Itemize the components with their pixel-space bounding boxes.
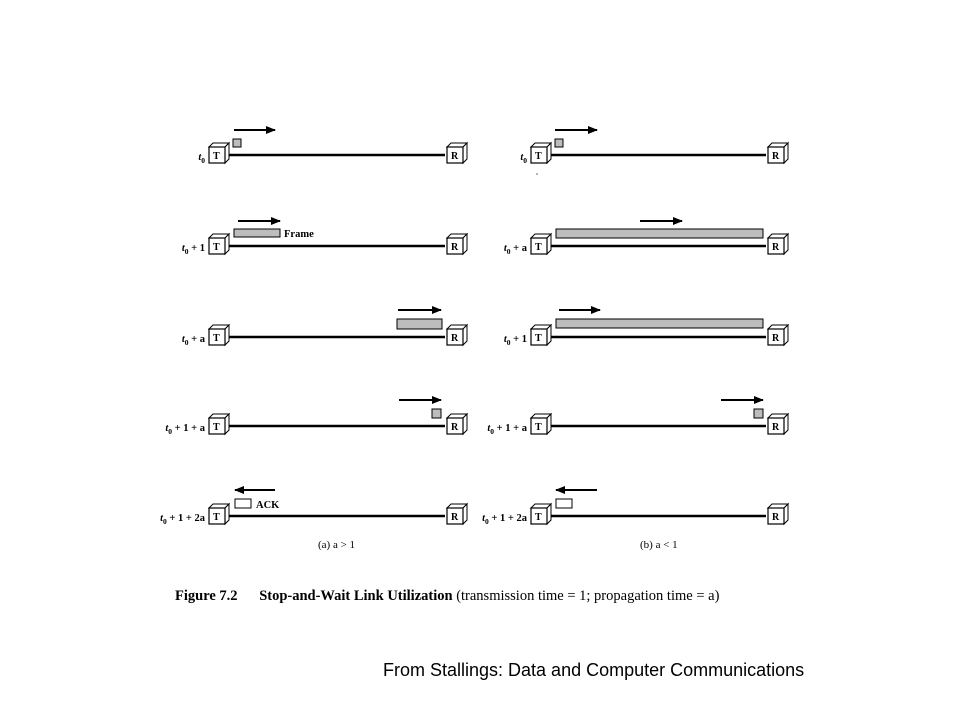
figure-detail: (transmission time = 1; propagation time = a) [456, 588, 720, 604]
right-row1-frame [555, 139, 563, 147]
panel-left-row-4-transmitter-box-side [225, 414, 229, 434]
panel-left-row-1-receiver-box-side [463, 143, 467, 163]
panel-left-row-5-transmitter-box-side [225, 504, 229, 524]
ack-label: ACK [256, 500, 280, 511]
panel-left-row-1-transmitter-box-side [225, 143, 229, 163]
left-row5-ack [235, 499, 251, 508]
subcaption-a: (a) a > 1 [318, 539, 356, 551]
panel-left-row-2-transmitter-box-letter: T [213, 242, 220, 253]
panel-left-row-1-transmitter-box-letter: T [213, 151, 220, 162]
panel-right-row-5-receiver-box-letter: R [772, 512, 780, 523]
panel-right-row-3-transmitter-box-letter: T [535, 333, 542, 344]
panel-right-row-1-time-label: $t_0$ [520, 152, 527, 165]
panel-left-row-4-time-label: $t_0 + 1 + a$ [165, 423, 205, 436]
panel-left-row-3-transmitter-box-letter: T [213, 333, 220, 344]
panel-left-row-3-receiver-box-letter: R [451, 333, 459, 344]
left-row2-frame [234, 229, 280, 237]
panel-left-row-5-transmitter-box-letter: T [213, 512, 220, 523]
panel-left-row-3-time-label: $t_0 + a$ [181, 334, 205, 347]
panel-right-row-2-receiver-box-letter: R [772, 242, 780, 253]
panel-left-row-4-receiver-box-letter: R [451, 422, 459, 433]
panel-left-row-4-transmitter-box-letter: T [213, 422, 220, 433]
panel-right-row-3-time-label: $t_0 + 1$ [503, 334, 527, 347]
panel-right-row-3-receiver-box-letter: R [772, 333, 780, 344]
figure-title: Stop-and-Wait Link Utilization [259, 588, 453, 604]
right-row4-frame [754, 409, 763, 418]
frame-label: Frame [284, 229, 314, 240]
panel-left-row-1-receiver-box-letter: R [451, 151, 459, 162]
panel-left-row-2-transmitter-box-side [225, 234, 229, 254]
panel-left-row-2-time-label: $t_0 + 1$ [181, 243, 205, 256]
figure-caption [175, 588, 719, 605]
panel-right-row-5-time-label: $t_0 + 1 + 2a$ [482, 513, 527, 526]
panel-left-row-1-time-label: $t_0$ [198, 152, 205, 165]
panel-right-row-2-time-label: $t_0 + a$ [503, 243, 527, 256]
panel-right-row-2-transmitter-box-letter: T [535, 242, 542, 253]
panel-right-row-4-transmitter-box-letter: T [535, 422, 542, 433]
left-row3-frame [397, 319, 442, 329]
right-row3-frame [556, 319, 763, 328]
right-row1-dot [536, 173, 537, 174]
subcaption-b: (b) a < 1 [640, 539, 678, 551]
panel-left-row-3-receiver-box-side [463, 325, 467, 345]
panel-left-row-4-receiver-box-side [463, 414, 467, 434]
right-row5-ack [556, 499, 572, 508]
figure-number: Figure 7.2 [175, 588, 238, 604]
right-row2-frame [556, 229, 763, 238]
left-row4-frame [432, 409, 441, 418]
panel-right-row-4-time-label: $t_0 + 1 + a$ [487, 423, 527, 436]
panel-right-row-5-transmitter-box-letter: T [535, 512, 542, 523]
left-row1-frame [233, 139, 241, 147]
panel-right-row-1-transmitter-box-letter: T [535, 151, 542, 162]
panel-left-row-5-time-label: $t_0 + 1 + 2a$ [160, 513, 205, 526]
panel-left-row-5-receiver-box-letter: R [451, 512, 459, 523]
panel-right-row-1-receiver-box-letter: R [772, 151, 780, 162]
panel-left-row-2-receiver-box-letter: R [451, 242, 459, 253]
source-credit: From Stallings: Data and Computer Communications [383, 660, 805, 680]
panel-left-row-3-transmitter-box-side [225, 325, 229, 345]
panel-left-row-2-receiver-box-side [463, 234, 467, 254]
panel-left-row-5-receiver-box-side [463, 504, 467, 524]
panel-right-row-4-receiver-box-letter: R [772, 422, 780, 433]
